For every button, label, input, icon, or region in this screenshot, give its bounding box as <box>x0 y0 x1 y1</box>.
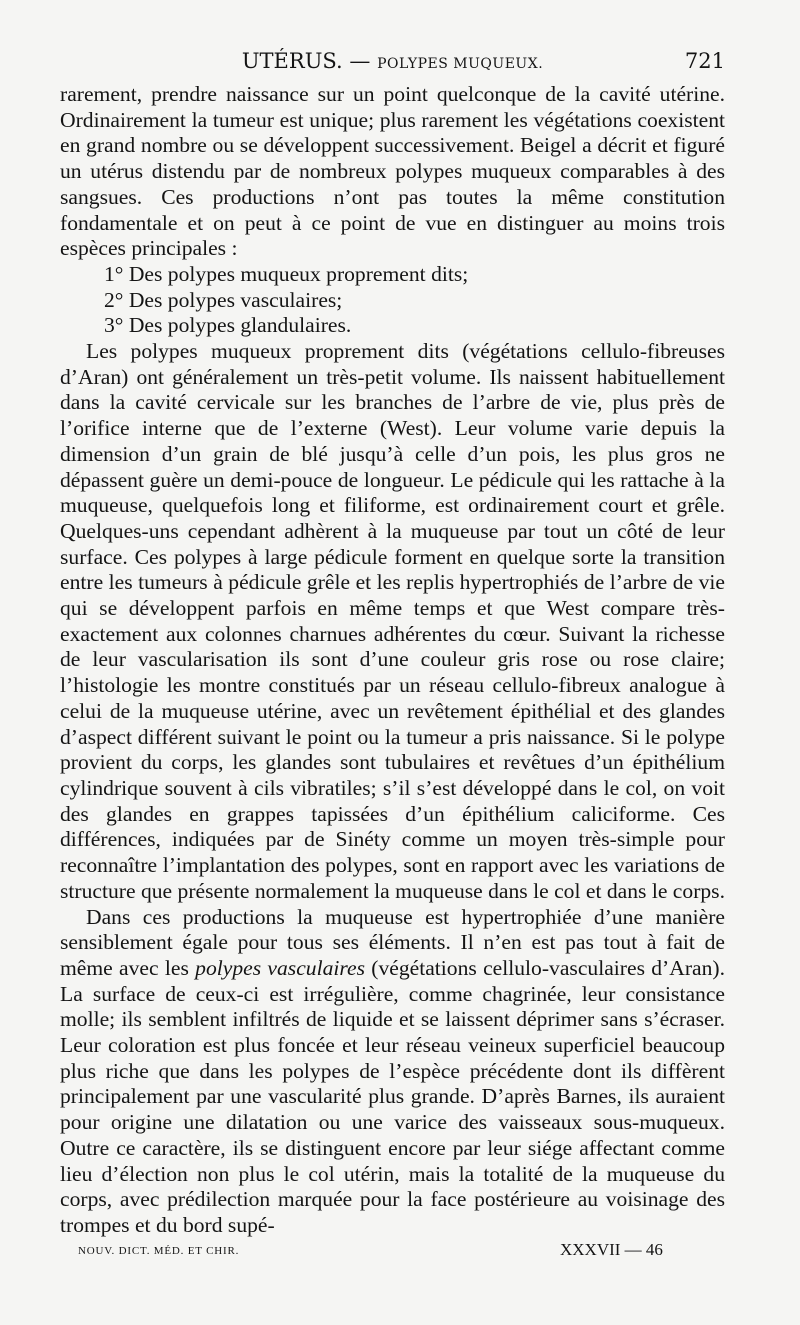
list-item-3: 3° Des polypes glandulaires. <box>104 313 352 338</box>
paragraph-3-end: (végétations cellulo-vasculaires d’Aran). La surface de ceux-ci est irrégulière, comme chagrinée, leur consistance molle; ils semblent infiltrés de liquide et se laissent déprimer sans s’écraser. Leur coloration est plus foncée et leur réseau veineux superficiel beaucoup plus riche que dans les polypes de l’espèce précédente dont ils diffèrent principalement par une vascularité plus grande. D’après Barnes, ils auraient pour origine une dilatation ou une varice des vaisseaux sous-muqueux. Outre ce caractère, ils se distinguent encore par leur siége affectant comme lieu d’élection non plus le col utérin, mais la totalité de la muqueuse du corps, avec prédilection marquée pour la face postérieure au voisinage des trompes et du bord supé- <box>60 955 726 1237</box>
paragraph-3 <box>60 905 725 1239</box>
header-title-block <box>60 44 725 81</box>
header-dash: — <box>349 49 371 73</box>
paragraph-3-start: Dans ces productions la muqueuse est hypertrophiée d’une manière sensiblement égale pour tous ses éléments. Il n’en est pas tout à fait de même avec les <box>60 904 725 980</box>
header-title: UTÉRUS. <box>241 49 343 73</box>
paragraph-2: Les polypes muqueux proprement dits (végétations cellulo-fibreuses d’Aran) ont généralement un très-petit volume. Ils naissent habituellement dans la cavité cervicale sur les branches de l’arbre de vie, plus près de l’orifice interne que de l’externe (West). Leur volume varie depuis la dimension d’un grain de blé jusqu’à celle d’un pois, les plus gros ne dépassent guère un demi-pouce de longueur. Le pédicule qui les rattache à la muqueuse, quelquefois long et filiforme, est ordinairement court et grêle. Quelques-uns cependant adhèrent à la muqueuse par tout un côté de leur surface. Ces polypes à large pédicule forment en quelque sorte la transition entre les tumeurs à pédicule grêle et les replis hypertrophiés de l’arbre de vie qui se développent parfois en même temps et que West compare très-exactement aux colonnes charnues adhérentes du cœur. Suivant la richesse de leur vascularisation ils sont d’une couleur gris rose ou rose claire; l’histologie les montre constitués par un réseau cellulo-fibreux analogue à celui de la muqueuse utérine, avec un revêtement épithélial et des glandes d’aspect différent suivant le point ou la tumeur a pris naissance. Si le polype provient du corps, les glandes sont tubulaires et revêtues d’un épithélium cylindrique souvent à cils vibratiles; s’il s’est développé dans le col, on voit des glandes en grappes tapissées d’un épithélium caliciforme. Ces différences, indiquées par de Sinéty comme un moyen très-simple pour reconnaître l’implantation des polypes, sont en rapport avec les variations de structure que présente normalement la muqueuse dans le col et dans le corps. <box>60 339 725 903</box>
paragraph-3-italic: polypes vasculaires <box>195 955 365 980</box>
footer-volume: XXXVII — 46 <box>560 1240 663 1259</box>
list-item-2: 2° Des polypes vasculaires; <box>104 287 343 312</box>
page-number: 721 <box>684 49 725 73</box>
page-footer <box>60 1240 725 1264</box>
header-subtitle: POLYPES MUQUEUX. <box>377 56 544 72</box>
list-item-1: 1° Des polypes muqueux proprement dits; <box>104 261 469 286</box>
running-header <box>60 44 725 78</box>
footer-signature: NOUV. DICT. MÉD. ET CHIR. <box>78 1245 240 1257</box>
main-text <box>60 82 725 1239</box>
paragraph-1: rarement, prendre naissance sur un point quelconque de la cavité utérine. Ordinairement la tumeur est unique; plus rarement les végétations coexistent en grand nombre ou se développent successivement. Beigel a décrit et figuré un utérus distendu par de nombreux polypes muqueux comparables à des sangsues. Ces productions n’ont pas toutes la même constitution fondamentale et on peut à ce point de vue en distinguer au moins trois espèces principales : <box>60 82 725 261</box>
